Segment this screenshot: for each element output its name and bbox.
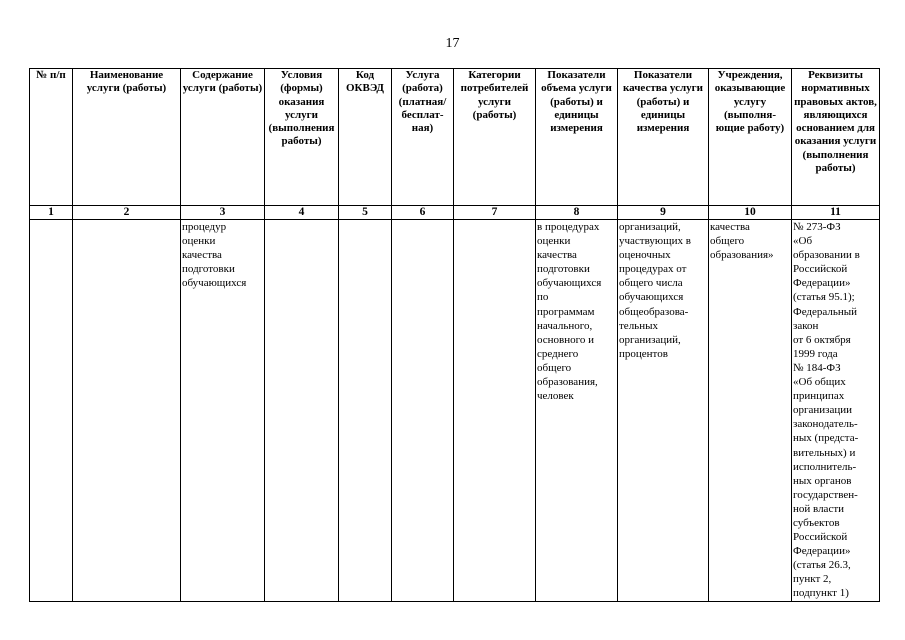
column-number: 3 xyxy=(181,206,265,220)
table-cell xyxy=(392,220,454,602)
header-cell: Условия (формы) оказания услуги (выполнения работы) xyxy=(265,69,339,206)
column-number: 8 xyxy=(536,206,618,220)
column-number: 1 xyxy=(30,206,73,220)
header-cell: Код ОКВЭД xyxy=(339,69,392,206)
column-number: 11 xyxy=(792,206,880,220)
table-cell: качества общего образования» xyxy=(709,220,792,602)
header-cell: № п/п xyxy=(30,69,73,206)
table-cell: № 273-ФЗ «Об образовании в Российской Федерации» (статья 95.1); Федеральный закон от 6 октября 1999 года № 184-ФЗ «Об общих принципах организации законодатель- ных (предста- вительных) и исполнитель- ных органов государствен- ной власти субъектов Российской Федерации» (статья 26.3, пункт 2, подпункт 1) xyxy=(792,220,880,602)
header-cell: Реквизиты нормативных правовых актов, являющихся основанием для оказания услуги (выполнения работы) xyxy=(792,69,880,206)
table-cell xyxy=(265,220,339,602)
table-cell xyxy=(73,220,181,602)
column-number: 4 xyxy=(265,206,339,220)
column-number: 2 xyxy=(73,206,181,220)
table-cell xyxy=(30,220,73,602)
column-number: 5 xyxy=(339,206,392,220)
header-cell: Показатели объема услуги (работы) и единицы измерения xyxy=(536,69,618,206)
table-row xyxy=(30,220,880,602)
column-number: 9 xyxy=(618,206,709,220)
column-number: 7 xyxy=(454,206,536,220)
page-number: 17 xyxy=(445,36,460,51)
column-number: 10 xyxy=(709,206,792,220)
header-cell: Наименование услуги (работы) xyxy=(73,69,181,206)
header-cell: Учреждения, оказывающие услугу (выполня-ющие работу) xyxy=(709,69,792,206)
services-table xyxy=(29,68,880,602)
column-number: 6 xyxy=(392,206,454,220)
header-cell: Содержание услуги (работы) xyxy=(181,69,265,206)
table-cell: в процедурах оценки качества подготовки обучающихся по программам начального, основного и среднего общего образования, человек xyxy=(536,220,618,602)
header-row xyxy=(30,69,880,206)
table-cell: процедур оценки качества подготовки обучающихся xyxy=(181,220,265,602)
column-number-row xyxy=(30,206,880,220)
table-cell xyxy=(339,220,392,602)
table-cell: организаций, участвующих в оценочных процедурах от общего числа обучающихся общеобразова- тельных организаций, процентов xyxy=(618,220,709,602)
table-cell xyxy=(454,220,536,602)
header-cell: Услуга (работа) (платная/ бесплат-ная) xyxy=(392,69,454,206)
header-cell: Показатели качества услуги (работы) и единицы измерения xyxy=(618,69,709,206)
header-cell: Категории потребителей услуги (работы) xyxy=(454,69,536,206)
